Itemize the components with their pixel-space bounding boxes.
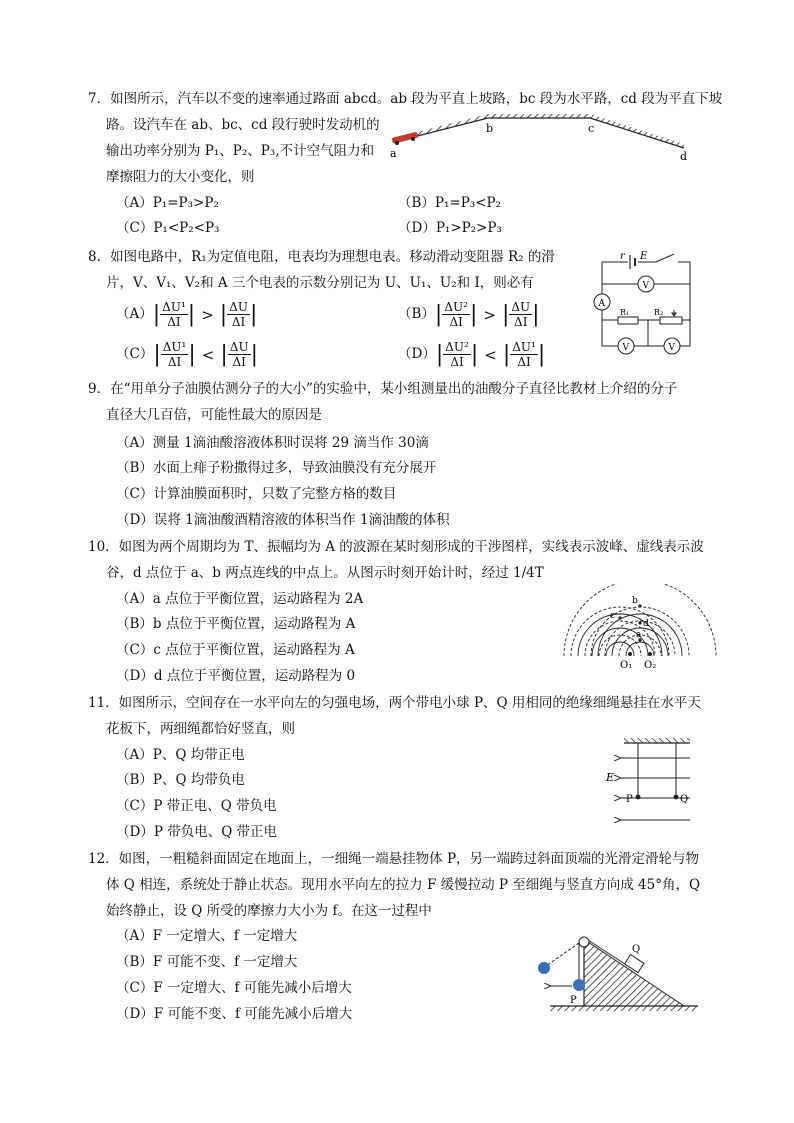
label-Q: Q bbox=[632, 944, 641, 955]
ceiling-hatch bbox=[624, 738, 690, 743]
label-c: c bbox=[610, 611, 616, 621]
resistor-r2 bbox=[660, 317, 682, 324]
q8-option-a: （A）| $\frac{\text{ΔU¹}}{\Delta I}$ | > | $\frac{\Delta U}{\Delta I}$ | bbox=[116, 300, 258, 329]
q7-option-b: （B）P₁=P₃<P₂ bbox=[398, 195, 502, 211]
label-Q: Q bbox=[680, 794, 689, 805]
label-E: E bbox=[640, 251, 648, 262]
pulley bbox=[579, 937, 589, 947]
q10-line1: 10．如图为两个周期均为 T、振幅均为 A 的波源在某时刻形成的干涉图样，实线表示波峰、虚线表示波 bbox=[88, 539, 704, 555]
voltmeter-v-label: V bbox=[642, 281, 649, 291]
label-b: b bbox=[486, 122, 494, 135]
q12-option-c: （C）F 一定增大、f 可能先减小后增大 bbox=[116, 980, 352, 996]
q10-line2: 谷，d 点位于 a、b 两点连线的中点上。从图示时刻开始计时，经过 1/4T bbox=[106, 565, 544, 581]
q7-line1: 7．如图所示，汽车以不变的速率通过路面 abcd。ab 段为平直上坡路，bc 段为水平路，cd 段为平直下坡 bbox=[88, 91, 723, 107]
point-d bbox=[638, 621, 641, 624]
q7-line3: 输出功率分别为 P₁、P₂、P₃,不计空气阻力和 bbox=[106, 143, 375, 159]
point-b bbox=[638, 604, 641, 607]
q10-interference-figure bbox=[562, 584, 718, 672]
q12-line1: 12．如图，一粗糙斜面固定在地面上，一细绳一端悬挂物体 P，另一端跨过斜面顶端的光滑定滑轮与物 bbox=[88, 851, 700, 867]
q12-option-d: （D）F 可能不变、f 可能先减小后增大 bbox=[116, 1006, 353, 1022]
label-o2: O₂ bbox=[644, 660, 657, 671]
q7-option-c: （C）P₁<P₂<P₃ bbox=[116, 220, 220, 236]
q9-line2: 直径大几百倍，可能性最大的原因是 bbox=[106, 407, 322, 423]
road-flat-hatch bbox=[488, 114, 590, 118]
label-c: c bbox=[588, 122, 595, 135]
q8-option-d: （D）| $\frac{\text{ΔU²}}{\Delta I}$ | < | $\frac{\text{ΔU¹}}{\Delta I}$ | bbox=[398, 340, 546, 369]
label-P: P bbox=[570, 995, 577, 1006]
resistor-r1-label: R₁ bbox=[620, 308, 630, 317]
ammeter-label: A bbox=[598, 299, 605, 309]
q7-option-d: （D）P₁>P₂>P₃ bbox=[398, 220, 502, 236]
label-E: E bbox=[606, 771, 615, 784]
label-P: P bbox=[626, 794, 633, 805]
resistor-r1 bbox=[618, 317, 638, 324]
label-d: d bbox=[643, 619, 649, 629]
ball-p bbox=[636, 795, 641, 800]
label-d: d bbox=[680, 150, 688, 163]
q7-line2: 路。设汽车在 ab、bc、cd 段行驶时发动机的 bbox=[106, 117, 380, 133]
voltmeter-v2-label: V bbox=[668, 343, 675, 353]
q12-line3: 始终静止，设 Q 所受的摩擦力大小为 f。在这一过程中 bbox=[106, 903, 432, 919]
switch-gap bbox=[656, 258, 678, 266]
ball-p bbox=[573, 979, 585, 991]
q9-option-d: （D）误将 1滴油酸酒精溶液的体积当作 1滴油酸的体积 bbox=[116, 512, 450, 528]
ball-q bbox=[674, 795, 679, 800]
source-o2 bbox=[648, 652, 652, 656]
label-r: r bbox=[620, 251, 625, 262]
road-downhill-hatch bbox=[590, 114, 684, 148]
ground-hatch bbox=[550, 1006, 698, 1011]
label-b: b bbox=[632, 596, 638, 606]
q12-option-b: （B）F 可能不变、f 一定增大 bbox=[116, 954, 298, 970]
q12-incline-figure bbox=[532, 930, 702, 1012]
source-o1 bbox=[628, 652, 632, 656]
q9-option-a: （A）测量 1滴油酸溶液体积时误将 29 滴当作 30滴 bbox=[116, 435, 429, 451]
point-c bbox=[618, 616, 621, 619]
wave-trough-o1-1 bbox=[599, 635, 641, 656]
q8-option-b: （B）| $\frac{\text{ΔU²}}{\Delta I}$ | > | $\frac{\Delta U}{\Delta I}$ | bbox=[398, 300, 540, 329]
q9-line1: 9．在“用单分子油膜估测分子的大小”的实验中，某小组测量出的油酸分子直径比教材上介绍的分子 bbox=[88, 381, 678, 397]
slider-arrow-icon bbox=[672, 310, 676, 316]
q9-option-b: （B）水面上痱子粉撒得过多，导致油膜没有充分展开 bbox=[116, 460, 437, 476]
q12-line2: 体 Q 相连，系统处于静止状态。现用水平向左的拉力 F 缓慢拉动 P 至细绳与竖直方向成 45°角，Q bbox=[106, 877, 701, 893]
q7-option-a: （A）P₁=P₃>P₂ bbox=[116, 195, 219, 211]
q11-option-a: （A）P、Q 均带正电 bbox=[116, 747, 245, 763]
label-a: a bbox=[636, 630, 642, 640]
resistor-r2-label: R₂ bbox=[654, 308, 664, 317]
ball-p-displaced bbox=[538, 962, 550, 974]
car-icon bbox=[392, 132, 419, 145]
voltmeter-v1-label: V bbox=[622, 343, 629, 353]
q12-option-a: （A）F 一定增大、f 一定增大 bbox=[116, 928, 298, 944]
q10-option-b: （B）b 点位于平衡位置，运动路程为 A bbox=[116, 616, 356, 632]
q8-option-c: （C）| $\frac{\text{ΔU¹}}{\Delta I}$ | < | $\frac{\Delta U}{\Delta I}$ | bbox=[116, 340, 258, 369]
q8-line2: 片，V、V₁、V₂和 A 三个电表的示数分别记为 U、U₁、U₂和 I，则必有 bbox=[106, 275, 534, 291]
circuit-outer-loop bbox=[602, 262, 690, 346]
q7-line4: 摩擦阻力的大小变化，则 bbox=[106, 169, 255, 185]
q10-option-c: （C）c 点位于平衡位置，运动路程为 A bbox=[116, 642, 355, 658]
q11-option-c: （C）P 带正电、Q 带负电 bbox=[116, 798, 277, 814]
q11-option-b: （B）P、Q 均带负电 bbox=[116, 772, 245, 788]
q8-line1: 8．如图电路中，R₁为定值电阻，电表均为理想电表。移动滑动变阻器 R₂ 的滑 bbox=[88, 249, 555, 265]
q11-field-figure bbox=[600, 736, 700, 828]
q10-option-d: （D）d 点位于平衡位置，运动路程为 0 bbox=[116, 668, 356, 684]
q11-line2: 花板下，两细绳都恰好竖直，则 bbox=[106, 721, 295, 737]
q11-option-d: （D）P 带负电、Q 带正电 bbox=[116, 824, 278, 840]
q7-road-figure bbox=[384, 112, 694, 164]
label-a: a bbox=[390, 147, 397, 160]
q10-option-a: （A）a 点位于平衡位置，运动路程为 2A bbox=[116, 591, 364, 607]
q9-option-c: （C）计算油膜面积时，只数了完整方格的数目 bbox=[116, 486, 397, 502]
label-o1: O₁ bbox=[620, 660, 633, 671]
q11-line1: 11．如图所示，空间存在一水平向左的匀强电场，两个带电小球 P、Q 用相同的绝缘细绳悬挂在水平天 bbox=[88, 695, 701, 711]
q8-circuit-figure bbox=[590, 248, 702, 360]
string-dashed bbox=[546, 943, 579, 966]
